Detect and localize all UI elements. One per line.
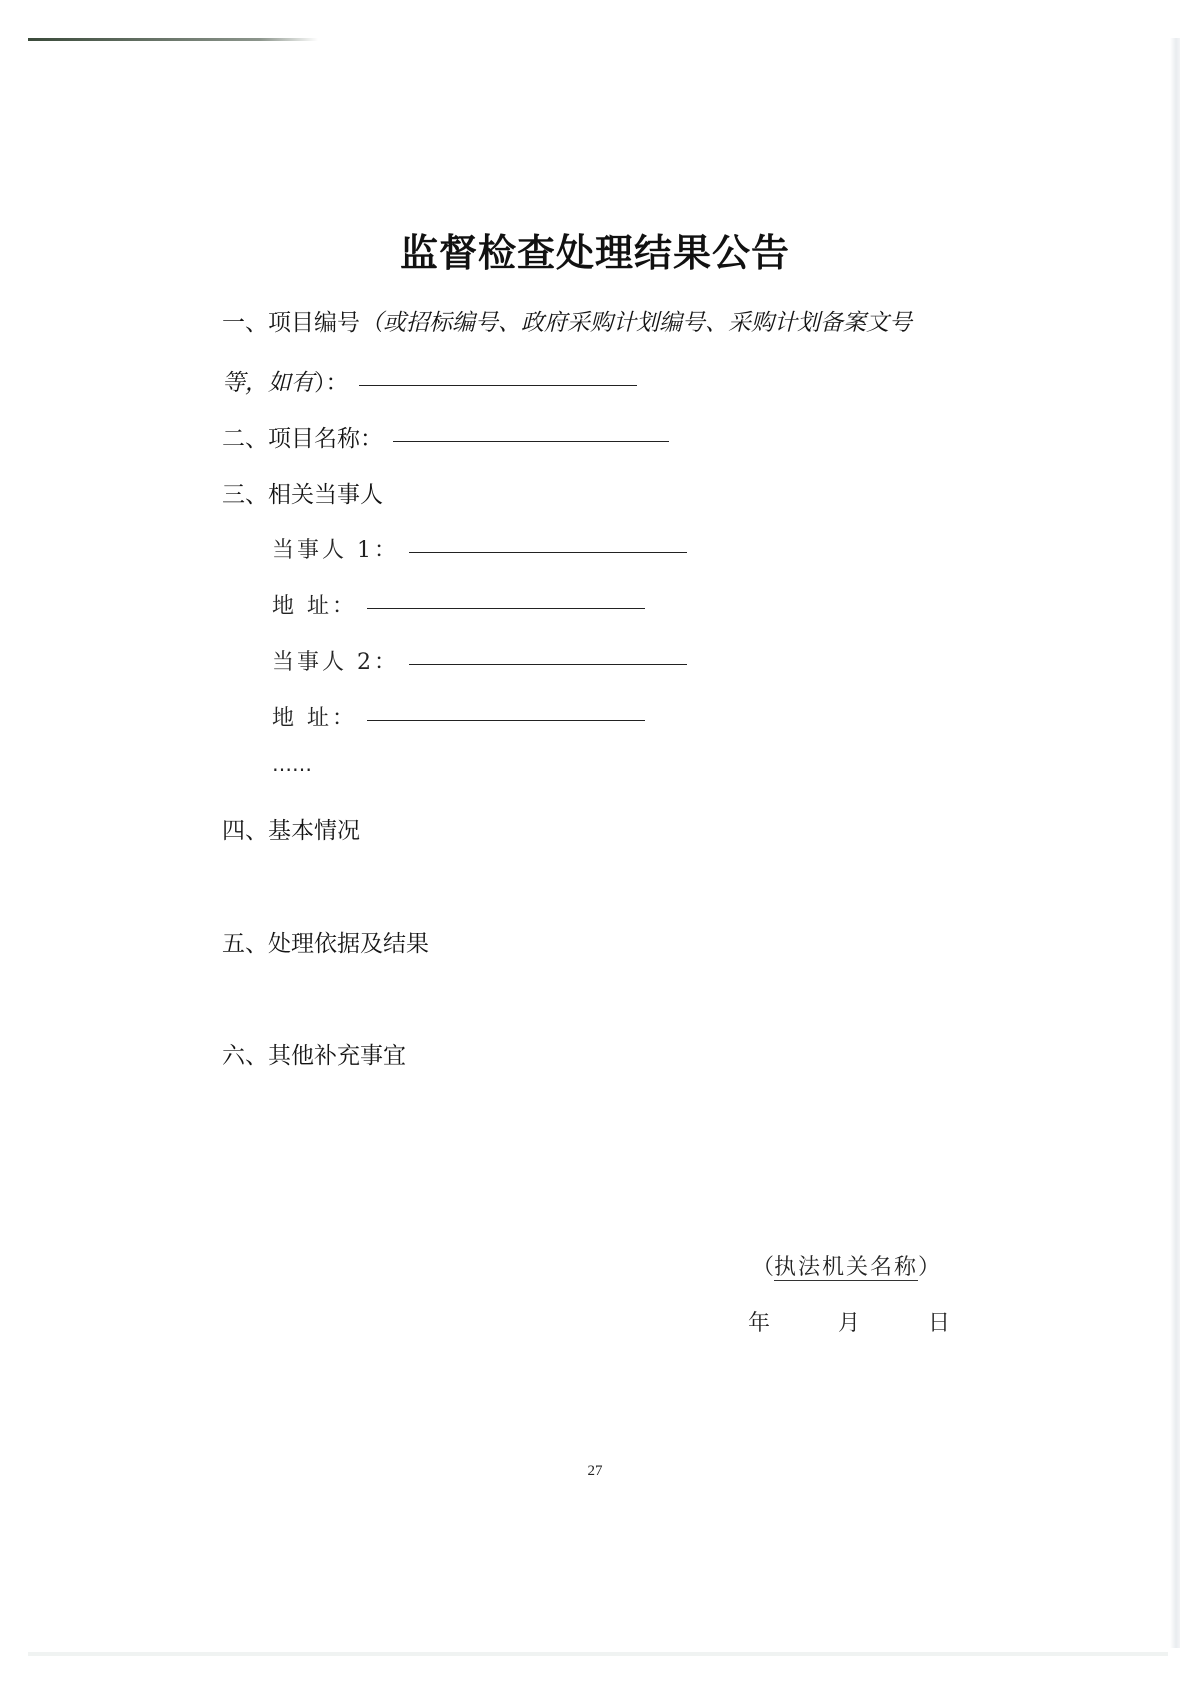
basic-situation-line [222, 812, 360, 845]
scan-top-edge-line [28, 38, 318, 41]
scan-right-edge-shadow [1170, 38, 1180, 1648]
enforcement-agency-name: 执法机关名称 [774, 1255, 919, 1280]
project-number-note-line1: （或招标编号、政府采购计划编号、采购计划备案文号 [360, 310, 912, 336]
signature-organization [752, 1250, 940, 1281]
party1-line [272, 533, 687, 564]
project-number-blank[interactable] [359, 384, 637, 386]
party2-blank[interactable] [409, 663, 687, 665]
page-number: 27 [587, 1463, 603, 1479]
date-day: 日 [928, 1311, 951, 1336]
party2-address-label: 地 址： [272, 706, 357, 731]
party1-label: 当事人 1： [272, 538, 399, 563]
parties-ellipsis: …… [272, 752, 312, 776]
party2-line [272, 645, 687, 676]
party2-label: 当事人 2： [272, 650, 399, 675]
party1-address-label: 地 址： [272, 594, 357, 619]
project-number-suffix: ）： [314, 370, 349, 396]
project-number-line1 [222, 304, 912, 337]
project-number-label: 一、项目编号 [222, 310, 360, 336]
party1-address-line [272, 589, 645, 620]
party1-address-blank[interactable] [367, 607, 645, 609]
other-matters-heading: 六、其他补充事宜 [222, 1043, 406, 1069]
signature-close-paren: ） [918, 1255, 941, 1280]
party1-blank[interactable] [409, 551, 687, 553]
scan-bottom-edge-shadow [28, 1652, 1168, 1656]
project-number-note-line2: 等，如有 [222, 370, 314, 396]
project-name-line [222, 420, 669, 453]
date-month: 月 [838, 1311, 861, 1336]
document-title: 监督检查处理结果公告 [399, 231, 790, 275]
basic-situation-heading: 四、基本情况 [222, 818, 360, 844]
date-year: 年 [748, 1311, 771, 1336]
basis-result-heading: 五、处理依据及结果 [222, 931, 429, 957]
project-name-blank[interactable] [393, 440, 669, 442]
other-matters-line [222, 1037, 406, 1070]
party2-address-blank[interactable] [367, 719, 645, 721]
parties-heading-line [222, 476, 383, 509]
basis-result-line [222, 925, 429, 958]
signature-open-paren: （ [752, 1255, 775, 1280]
parties-heading: 三、相关当事人 [222, 482, 383, 508]
party2-address-line [272, 701, 645, 732]
project-name-label: 二、项目名称： [222, 426, 383, 452]
project-number-line2 [222, 364, 637, 397]
